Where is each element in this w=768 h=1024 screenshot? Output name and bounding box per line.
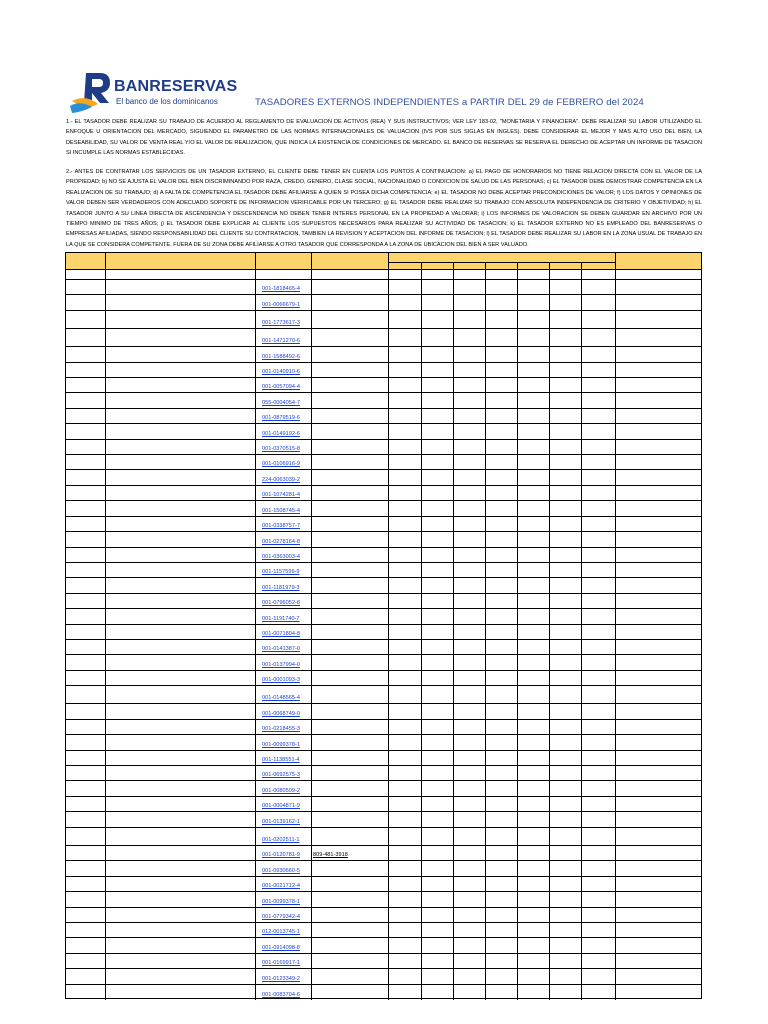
table-header-row bbox=[66, 253, 701, 270]
column-divider bbox=[311, 253, 312, 1000]
table-row bbox=[66, 828, 701, 846]
brand-name: BANRESERVAS bbox=[114, 78, 238, 95]
column-divider bbox=[105, 253, 106, 1000]
id-code-link[interactable]: 001-0140910-6 bbox=[262, 369, 300, 375]
table-row bbox=[66, 877, 701, 892]
id-code-link[interactable]: 001-1191740-7 bbox=[262, 615, 300, 622]
id-code-link[interactable]: 001-0202511-1 bbox=[262, 836, 300, 843]
table-row bbox=[66, 409, 701, 424]
table-row bbox=[66, 578, 701, 593]
table-row bbox=[66, 766, 701, 781]
table-row bbox=[66, 455, 701, 470]
id-code-link[interactable]: 001-0141387-0 bbox=[262, 646, 300, 653]
table-row bbox=[66, 280, 701, 295]
id-code-link[interactable]: 001-1157599-9 bbox=[262, 569, 300, 576]
column-divider bbox=[421, 262, 422, 1000]
id-code-link[interactable]: 001-0066679-1 bbox=[262, 301, 300, 308]
id-code-link[interactable]: 001-0106916-9 bbox=[262, 461, 300, 468]
column-divider bbox=[549, 262, 550, 1000]
table-row bbox=[66, 393, 701, 408]
column-divider bbox=[485, 262, 486, 1000]
id-code-link[interactable]: 001-1773617-3 bbox=[262, 319, 300, 326]
id-code-link[interactable]: 001-0218455-3 bbox=[262, 726, 300, 733]
table-row bbox=[66, 329, 701, 347]
table-row bbox=[66, 892, 701, 907]
table-row bbox=[66, 861, 701, 876]
table-row bbox=[66, 923, 701, 938]
table-row bbox=[66, 347, 701, 362]
table-row bbox=[66, 594, 701, 609]
id-code-link[interactable]: 001-1181979-3 bbox=[262, 584, 300, 591]
banreservas-r-icon bbox=[70, 70, 114, 114]
table-row bbox=[66, 486, 701, 501]
column-divider bbox=[453, 262, 454, 1000]
id-code-link[interactable]: 001-0914098-8 bbox=[262, 944, 300, 951]
column-divider bbox=[255, 253, 256, 1000]
paragraph-2: 2.- ANTES DE CONTRATAR LOS SERVICIOS DE UN TASADOR EXTERNO, EL CLIENTE DEBE TENER EN CUENTA LOS PUNTOS A CONTINUACION: a) EL PAGO DE HONORARIOS NO TIENE RELACION DIRECTA CON EL VALOR DE LA PROPIEDAD; b) NO SE AJUSTA EL VALOR DEL BIEN DISCRIMINANDO POR RAZA, CREDO, GENERO, CLASE SOCIAL, NACIONALIDAD O CONDICION DE SALUD DE LAS PERSONAS; c) EL TASADOR DEBE DEMOSTRAR COMPETENCIA EN LA REALIZACION DE SU TRABAJO; d) A FALTA DE COMPETENCIA EL TASADOR DEBE AFILIARSE A QUIEN SI POSEA DICHA COMPETENCIA; e) EL TASADOR NO DEBE ACEPTAR PRECONDICIONES DE VALOR; f) LOS DATOS Y OPINIONES DE VALOR DEBEN SER VERDADEROS CON ADECUADO SOPORTE DE INFORMACION VERIFICABLE POR UN TERCERO; g) EL TASADOR DEBE REALIZAR SU TRABAJO CON ABSOLUTA INDEPENDENCIA DE CRITERIO Y OBJETIVIDAD; h) EL TASADOR JUNTO A SU LINEA DIRECTA DE ASCENDENCIA Y DESCENDENCIA NO DEBEN TENER INTERES PERSONAL EN LA PROPIEDAD A VALORAR; i) LOS INFORMES DE VALORACION SE DEBEN GUARDAR EN ARCHIVO POR UN TIEMPO MINIMO DE TRES AÑOS; j) EL TASADOR DEBE EXPLICAR AL CLIENTE LOS SUPUESTOS NECESARIOS PARA REALIZAR SU ACTIVIDAD DE TASACION; k) EL TASADOR EXTERNO NO ES EMPLEADO DEL BANRESERVAS O EMPRESAS AFILIADAS, SIENDO RESPONSABILIDAD DEL CLIENTE SU CONTRATACION, TAMBIEN LA REVISION Y ACEPTACION DEL INFORME DE TASACION; l) EL TASADOR DEBE REALIZAR SU LABOR EN LA ZONA USUAL DE TRABAJO EN LA QUE SE CONSIDERA COMPETENTE, FUERA DE SU ZONA DEBE AFILIARSE A OTRO TASADOR QUE CORRESPONDA A LA ZONA DE UBICACION DEL BIEN A SER VALUADO. bbox=[66, 169, 702, 248]
id-code-link[interactable]: 001-0779342-4 bbox=[262, 913, 300, 920]
table-row bbox=[66, 908, 701, 923]
table-row bbox=[66, 985, 701, 1000]
id-code-link[interactable]: 001-0068749-0 bbox=[262, 710, 300, 717]
id-code-link[interactable]: 001-0930660-5 bbox=[262, 867, 300, 874]
id-code-link[interactable]: 001-1508745-4 bbox=[262, 507, 300, 514]
column-divider bbox=[581, 262, 582, 1000]
table-row bbox=[66, 517, 701, 532]
table-row bbox=[66, 470, 701, 485]
table-row bbox=[66, 781, 701, 796]
id-code-link[interactable]: 001-0083704-6 bbox=[262, 991, 300, 998]
id-code-link[interactable]: 001-1818465-4 bbox=[262, 286, 300, 293]
id-code-link[interactable]: 001-0080509-2 bbox=[262, 787, 300, 794]
id-code-link[interactable]: 001-0879519-6 bbox=[262, 415, 300, 422]
paragraph-1: 1.- EL TASADOR DEBE REALIZAR SU TRABAJO DE ACUERDO AL REGLAMENTO DE EVALUACION DE ACTIVOS (REA) Y SUS INSTRUCTIVOS; VER LEY 183-02, "MONETARIA Y FINANCIERA". DEBE REALIZAR SU LABOR UTILIZANDO EL ENFOQUE U ORIENTACION DEL MERCADO, SIGUIENDO EL PARAMETRO DE LAS NORMAS INTERNACIONALES DE VALUACION (IVS POR SUS SIGLAS EN INGLES). DEBE CONSIDERAR EL MEJOR Y MAS ALTO USO DEL BIEN, LA DESEABILIDAD, SU VALOR DE VENTA REAL Y/O EL VALOR DE REALIZACION, QUE INDICA LA EXISTENCIA DE CONDICIONES DE MERCADO. EL BANCO DE RESERVAS SE RESERVA EL DERECHO DE ACEPTAR UN INFORME DE TASACION SI INCUMPLE LAS NORMAS ESTABLECIDAS. bbox=[66, 119, 702, 157]
id-code-link[interactable]: 001-0071804-8 bbox=[262, 630, 300, 637]
id-code-link[interactable]: 001-1138551-4 bbox=[262, 757, 300, 764]
id-code-link[interactable]: 001-0363003-4 bbox=[262, 553, 300, 560]
id-code-link[interactable]: 001-1471270-6 bbox=[262, 338, 300, 345]
id-code-link[interactable]: 001-0148565-4 bbox=[262, 695, 300, 702]
table-row bbox=[66, 938, 701, 953]
table-row bbox=[66, 311, 701, 329]
id-code-link[interactable]: 001-0139162-1 bbox=[262, 818, 300, 825]
id-code-link[interactable]: 001-1588492-6 bbox=[262, 353, 300, 360]
table-row bbox=[66, 532, 701, 547]
table-row bbox=[66, 295, 701, 310]
appraisers-table bbox=[65, 252, 702, 999]
brand-tagline: El banco de los dominicanos bbox=[116, 97, 218, 106]
id-code-link[interactable]: 001-0001093-3 bbox=[262, 677, 300, 684]
table-row bbox=[66, 548, 701, 563]
table-row bbox=[66, 735, 701, 750]
column-divider bbox=[388, 253, 389, 1000]
id-code-link[interactable]: 001-0099378-1 bbox=[262, 898, 300, 905]
table-row bbox=[66, 704, 701, 719]
table-blank-row bbox=[66, 270, 701, 280]
id-code-link[interactable]: 001-0278164-8 bbox=[262, 538, 300, 545]
table-row bbox=[66, 609, 701, 624]
table-row bbox=[66, 671, 701, 686]
table-row bbox=[66, 640, 701, 655]
column-divider bbox=[615, 253, 616, 1000]
id-code-link[interactable]: 001-0021712-4 bbox=[262, 883, 300, 890]
table-row bbox=[66, 969, 701, 984]
table-row bbox=[66, 797, 701, 812]
table-row bbox=[66, 812, 701, 827]
table-row bbox=[66, 720, 701, 735]
id-code-link[interactable]: 001-0137994-0 bbox=[262, 661, 300, 668]
table-row bbox=[66, 363, 701, 378]
table-row bbox=[66, 501, 701, 516]
id-code-link[interactable]: 001-1074281-4 bbox=[262, 492, 300, 499]
id-code-link[interactable]: 001-0057094-4 bbox=[262, 384, 300, 391]
id-code-link[interactable]: 055-0004054-7 bbox=[262, 399, 300, 406]
column-divider bbox=[517, 262, 518, 1000]
table-row bbox=[66, 625, 701, 640]
phone-number: 809-481-3918 bbox=[313, 852, 348, 859]
id-code-link[interactable]: 001-0370515-8 bbox=[262, 446, 300, 453]
id-code-link[interactable]: 001-0123349-2 bbox=[262, 975, 300, 982]
document-title: TASADORES EXTERNOS INDEPENDIENTES a PARTIR DEL 29 de FEBRERO del 2024 bbox=[255, 97, 644, 108]
table-row bbox=[66, 751, 701, 766]
id-code-link[interactable]: 001-0149192-6 bbox=[262, 430, 300, 437]
table-row bbox=[66, 846, 701, 861]
id-code-link[interactable]: 224-0063039-2 bbox=[262, 476, 300, 483]
table-row bbox=[66, 424, 701, 439]
table-row bbox=[66, 655, 701, 670]
id-code-link[interactable]: 001-0004871-9 bbox=[262, 803, 300, 810]
banreservas-logo bbox=[70, 70, 250, 114]
table-row bbox=[66, 440, 701, 455]
id-code-link[interactable]: 001-0692575-3 bbox=[262, 772, 300, 779]
table-row bbox=[66, 378, 701, 393]
id-code-link[interactable]: 001-0169917-1 bbox=[262, 960, 300, 967]
id-code-link[interactable]: 001-0120781-9 bbox=[262, 852, 300, 859]
table-row bbox=[66, 686, 701, 704]
table-row bbox=[66, 954, 701, 969]
table-row bbox=[66, 563, 701, 578]
id-code-link[interactable]: 001-0796052-8 bbox=[262, 600, 300, 607]
id-code-link[interactable]: 012-0013745-1 bbox=[262, 929, 300, 936]
id-code-link[interactable]: 001-0099378-1 bbox=[262, 741, 300, 748]
id-code-link[interactable]: 001-0338757-7 bbox=[262, 523, 300, 530]
